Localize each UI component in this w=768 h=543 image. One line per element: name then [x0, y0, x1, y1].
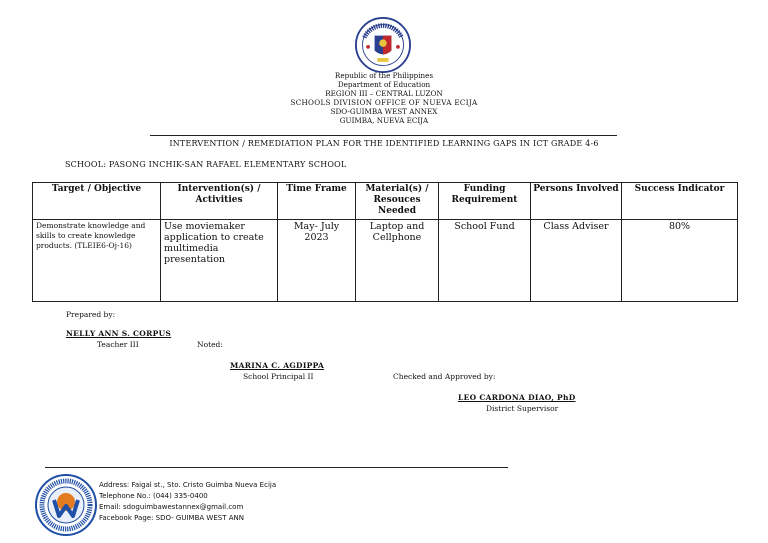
- footer-facebook: Facebook Page: SDO- GUIMBA WEST ANN: [99, 514, 244, 522]
- table-header-row: [33, 183, 738, 220]
- noter-role: School Principal II: [243, 372, 314, 381]
- plan-title: INTERVENTION / REMEDIATION PLAN FOR THE IDENTIFIED LEARNING GAPS IN ICT GRADE 4-6: [169, 139, 599, 148]
- header-division: SCHOOLS DIVISION OFFICE OF NUEVA ECIJA: [290, 98, 478, 107]
- noted-label: Noted:: [197, 340, 223, 349]
- footer-address: Address: Faigal st., Sto. Cristo Guimba Nueva Ecija: [99, 481, 277, 489]
- footer-email: Email: sdoguimbawestannex@gmail.com: [99, 503, 244, 511]
- preparer-name: NELLY ANN S. CORPUS: [66, 329, 172, 338]
- col-header-interventions: Intervention(s) / Activities: [161, 183, 278, 220]
- cell-time-frame: May- July 2023: [278, 220, 356, 302]
- footer-telephone: Telephone No.: (044) 335-0400: [99, 492, 208, 500]
- header-region: REGION III – CENTRAL LUZON: [325, 89, 443, 98]
- col-header-funding: Funding Requirement: [439, 183, 531, 220]
- cell-success: 80%: [622, 220, 738, 302]
- preparer-role: Teacher III: [97, 340, 139, 349]
- school-name: SCHOOL: PASONG INCHIK-SAN RAFAEL ELEMENTARY SCHOOL: [65, 160, 347, 169]
- cell-target: Demonstrate knowledge and skills to create knowledge products. (TLEIE6-Oj-16): [33, 220, 161, 302]
- col-header-success: Success Indicator: [622, 183, 738, 220]
- footer-divider: [45, 467, 508, 468]
- cell-interventions: Use moviemaker application to create multimedia presentation: [161, 220, 278, 302]
- header-sdo: SDO-GUIMBA WEST ANNEX: [330, 107, 438, 116]
- header-department: Department of Education: [337, 80, 431, 89]
- prepared-by-label: Prepared by:: [66, 310, 116, 319]
- cell-persons: Class Adviser: [531, 220, 622, 302]
- cell-funding: School Fund: [439, 220, 531, 302]
- col-header-time-frame: Time Frame: [278, 183, 356, 220]
- col-header-target: Target / Objective: [33, 183, 161, 220]
- col-header-materials: Material(s) / Resouces Needed: [356, 183, 439, 220]
- header-divider: [150, 135, 617, 136]
- approver-name: LEO CARDONA DIAO, PhD: [458, 393, 576, 402]
- col-header-persons: Persons Involved: [531, 183, 622, 220]
- cell-materials: Laptop and Cellphone: [356, 220, 439, 302]
- noter-name: MARINA C. AGDIPPA: [230, 361, 325, 370]
- approved-by-label: Checked and Approved by:: [393, 372, 496, 381]
- approver-role: District Supervisor: [486, 404, 559, 413]
- school-logo-icon: [35, 474, 97, 536]
- table-row: [33, 220, 738, 302]
- header-republic: Republic of the Philippines: [334, 71, 434, 80]
- intervention-plan-table: [32, 182, 738, 302]
- deped-seal-icon: [355, 17, 411, 73]
- header-location: GUIMBA, NUEVA ECIJA: [339, 116, 429, 125]
